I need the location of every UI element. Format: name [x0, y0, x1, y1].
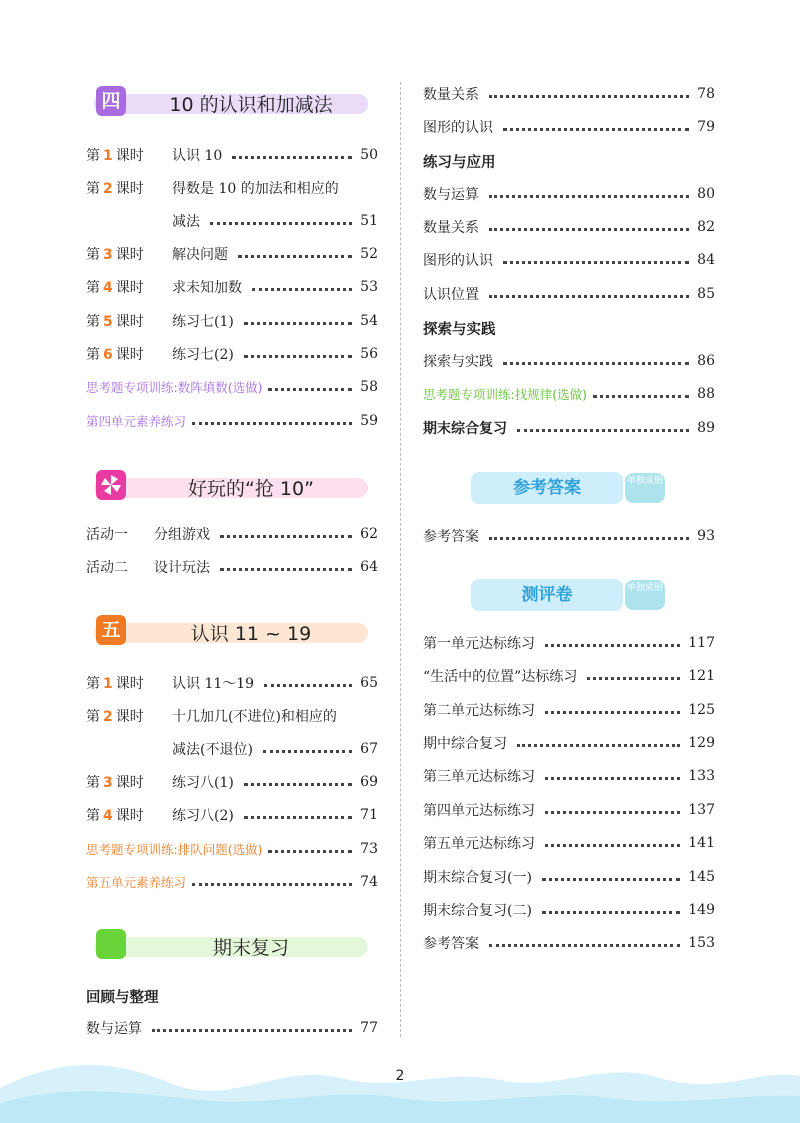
- leader-dots: [545, 711, 680, 714]
- toc-row[interactable]: [423, 416, 715, 440]
- leader-dots: [220, 568, 352, 571]
- activity-label: 活动二: [86, 560, 128, 576]
- item-title: “生活中的位置”达标练习: [423, 669, 578, 685]
- leader-dots: [238, 255, 352, 258]
- leader-dots: [503, 128, 689, 131]
- review-header: [86, 927, 368, 967]
- page-number: 2: [395, 1068, 405, 1084]
- toc-row[interactable]: [423, 798, 715, 822]
- leader-dots: [542, 878, 680, 881]
- toc-row-special[interactable]: [86, 837, 378, 861]
- item-title: 数与运算: [86, 1021, 142, 1037]
- tests-heading: [471, 579, 667, 611]
- activity-header: [86, 468, 368, 508]
- tests-tag: 单独成册: [625, 580, 665, 610]
- tests-pill: 测评卷: [471, 579, 623, 611]
- page-ref: 51: [360, 213, 378, 229]
- leader-dots: [489, 195, 689, 198]
- leader-dots: [593, 395, 689, 398]
- leader-dots: [545, 644, 680, 647]
- activity-title: 好玩的“抢 10”: [188, 478, 314, 500]
- page-ref: 85: [697, 286, 715, 302]
- page-ref: 80: [697, 186, 715, 202]
- item-title: 参考答案: [423, 529, 479, 545]
- unit4-header: [86, 84, 368, 124]
- toc-row[interactable]: [423, 764, 715, 788]
- item-title: 第二单元达标练习: [423, 703, 535, 719]
- item-title: 第五单元达标练习: [423, 836, 535, 852]
- page-ref: 64: [360, 559, 378, 575]
- unit5-badge: 五: [96, 615, 126, 645]
- page-ref: 56: [360, 346, 378, 362]
- toc-row[interactable]: [423, 698, 715, 722]
- leader-dots: [489, 295, 689, 298]
- explore-subhead: 探索与实践: [423, 322, 496, 338]
- leader-dots: [252, 288, 352, 291]
- lesson-title-cont: 减法(不退位): [172, 742, 253, 758]
- toc-row[interactable]: [423, 349, 715, 373]
- toc-row-special[interactable]: [423, 382, 715, 406]
- leader-dots: [489, 228, 689, 231]
- toc-row[interactable]: [423, 524, 715, 548]
- page-ref: 153: [688, 935, 715, 951]
- activity-label: 活动一: [86, 527, 128, 543]
- page-ref: 121: [688, 668, 715, 684]
- answers-pill: 参考答案: [471, 472, 623, 504]
- toc-row[interactable]: 第 2 课时 十几加几(不进位)和相应的: [86, 704, 378, 728]
- special-title: 思考题专项训练:排队问题(选做): [86, 842, 263, 857]
- lesson-title: 十几加几(不进位)和相应的: [172, 709, 337, 725]
- page-ref: 67: [360, 741, 378, 757]
- item-title: 图形的认识: [423, 120, 493, 136]
- lesson-title: 求未知加数: [172, 280, 242, 296]
- toc-row[interactable]: [423, 248, 715, 272]
- activity-item-title: 分组游戏: [154, 527, 210, 543]
- leader-dots: [268, 850, 352, 853]
- toc-row[interactable]: [423, 898, 715, 922]
- leader-dots: [545, 777, 680, 780]
- page-ref: 71: [360, 807, 378, 823]
- toc-row[interactable]: [86, 522, 378, 546]
- page-ref: 141: [688, 835, 715, 851]
- page-ref: 149: [688, 902, 715, 918]
- toc-row-special[interactable]: [86, 870, 378, 894]
- page-ref: 137: [688, 802, 715, 818]
- toc-row[interactable]: 第 1 课时 认识 11～19 65: [86, 675, 378, 692]
- item-title: 期末综合复习(一): [423, 870, 532, 886]
- special-title: 思考题专项训练:数阵填数(选做): [86, 380, 263, 395]
- special-title: 第五单元素养练习: [86, 875, 187, 890]
- page-ref: 69: [360, 774, 378, 790]
- toc-row[interactable]: 第 3 课时 练习八(1) 69: [86, 774, 378, 791]
- leader-dots: [503, 362, 689, 365]
- toc-row-continued[interactable]: [86, 209, 378, 233]
- toc-row[interactable]: 第 4 课时 练习八(2) 71: [86, 807, 378, 824]
- item-title: 期末综合复习(二): [423, 903, 532, 919]
- toc-row[interactable]: 第 3 课时 解决问题 52: [86, 246, 378, 263]
- item-title: 参考答案: [423, 936, 479, 952]
- page-ref: 86: [697, 353, 715, 369]
- unit4-title: 10 的认识和加减法: [169, 94, 333, 116]
- toc-row[interactable]: [423, 831, 715, 855]
- page-ref: 145: [688, 869, 715, 885]
- toc-row[interactable]: [423, 931, 715, 955]
- toc-row[interactable]: [423, 664, 715, 688]
- leader-dots: [542, 911, 680, 914]
- leader-dots: [210, 222, 352, 225]
- leader-dots: [244, 816, 352, 819]
- lesson-title: 解决问题: [172, 247, 228, 263]
- page-ref: 77: [360, 1020, 378, 1036]
- leader-dots: [517, 744, 680, 747]
- page-ref: 129: [688, 735, 715, 751]
- special-title: 第四单元素养练习: [86, 414, 187, 429]
- final-title: 期末综合复习: [423, 421, 507, 437]
- item-title: 第三单元达标练习: [423, 769, 535, 785]
- leader-dots: [545, 844, 680, 847]
- page-ref: 62: [360, 526, 378, 542]
- leader-dots: [489, 537, 689, 540]
- page-ref: 52: [360, 246, 378, 262]
- review-badge: [96, 929, 126, 959]
- item-title: 认识位置: [423, 287, 479, 303]
- leader-dots: [220, 535, 352, 538]
- leader-dots: [244, 783, 352, 786]
- review-subhead: 回顾与整理: [86, 990, 159, 1006]
- answers-heading: [471, 472, 667, 504]
- lesson-title: 得数是 10 的加法和相应的: [172, 181, 339, 197]
- page-ref: 50: [360, 147, 378, 163]
- toc-row[interactable]: [423, 865, 715, 889]
- toc-row[interactable]: 第 5 课时 练习七(1) 54: [86, 313, 378, 330]
- toc-row[interactable]: [423, 215, 715, 239]
- column-divider: [400, 82, 401, 1037]
- leader-dots: [232, 156, 352, 159]
- leader-dots: [489, 95, 689, 98]
- lesson-title: 认识 11～19: [172, 676, 255, 692]
- toc-row[interactable]: [423, 282, 715, 306]
- review-title: 期末复习: [212, 937, 289, 959]
- leader-dots: [152, 1029, 352, 1032]
- toc-row[interactable]: 第 2 课时 得数是 10 的加法和相应的: [86, 176, 378, 200]
- page-ref: 89: [697, 420, 715, 436]
- toc-row-special[interactable]: [86, 409, 378, 433]
- lesson-title: 练习八(1): [172, 775, 234, 791]
- leader-dots: [268, 388, 352, 391]
- page-ref: 53: [360, 279, 378, 295]
- toc-row[interactable]: [423, 182, 715, 206]
- practice-subhead: 练习与应用: [423, 155, 496, 171]
- page-ref: 125: [688, 702, 715, 718]
- page-ref: 82: [697, 219, 715, 235]
- page-ref: 58: [360, 379, 378, 395]
- page-ref: 79: [697, 119, 715, 135]
- page-ref: 133: [688, 768, 715, 784]
- page-ref: 74: [360, 874, 378, 890]
- special-title: 思考题专项训练:找规律(选做): [423, 387, 587, 402]
- toc-row-special[interactable]: [86, 375, 378, 399]
- lesson-title: 认识 10: [172, 148, 223, 164]
- answers-tag: 单独成册: [625, 473, 665, 503]
- leader-dots: [517, 429, 689, 432]
- page-ref: 78: [697, 86, 715, 102]
- leader-dots: [192, 883, 352, 886]
- page-ref: 73: [360, 841, 378, 857]
- leader-dots: [503, 261, 689, 264]
- page-ref: 54: [360, 313, 378, 329]
- leader-dots: [587, 677, 680, 680]
- lesson-title: 练习七(1): [172, 314, 234, 330]
- toc-row[interactable]: 第 4 课时 求未知加数 53: [86, 279, 378, 296]
- page-ref: 88: [697, 386, 715, 402]
- item-title: 期中综合复习: [423, 736, 507, 752]
- page-ref: 59: [360, 413, 378, 429]
- toc-row[interactable]: [86, 555, 378, 579]
- toc-row[interactable]: [423, 115, 715, 139]
- leader-dots: [192, 422, 352, 425]
- unit5-title: 认识 11 ~ 19: [190, 623, 312, 645]
- item-title: 探索与实践: [423, 354, 493, 370]
- unit5-header: [86, 613, 368, 653]
- pinwheel-icon: [96, 470, 126, 500]
- toc-row[interactable]: 第 6 课时 练习七(2) 56: [86, 346, 378, 363]
- item-title: 数量关系: [423, 87, 479, 103]
- activity-item-title: 设计玩法: [154, 560, 210, 576]
- wave-decoration: [0, 1048, 800, 1123]
- leader-dots: [489, 944, 680, 947]
- lesson-title: 练习七(2): [172, 347, 234, 363]
- item-title: 第四单元达标练习: [423, 803, 535, 819]
- item-title: 图形的认识: [423, 253, 493, 269]
- item-title: 第一单元达标练习: [423, 636, 535, 652]
- toc-row[interactable]: [423, 731, 715, 755]
- leader-dots: [263, 750, 352, 753]
- item-title: 数与运算: [423, 187, 479, 203]
- leader-dots: [244, 322, 352, 325]
- item-title: 数量关系: [423, 220, 479, 236]
- page-ref: 93: [697, 528, 715, 544]
- toc-row[interactable]: [423, 82, 715, 106]
- unit4-badge: 四: [96, 86, 126, 116]
- toc-row[interactable]: [423, 631, 715, 655]
- leader-dots: [244, 355, 352, 358]
- lesson-title: 练习八(2): [172, 808, 234, 824]
- lesson-title-cont: 减法: [172, 214, 200, 230]
- toc-row[interactable]: 第 1 课时 认识 10 50: [86, 147, 378, 164]
- page-ref: 117: [688, 635, 715, 651]
- page-ref: 84: [697, 252, 715, 268]
- leader-dots: [545, 811, 680, 814]
- toc-row[interactable]: [86, 1016, 378, 1040]
- page-ref: 65: [360, 675, 378, 691]
- leader-dots: [264, 684, 352, 687]
- toc-row-continued[interactable]: [86, 737, 378, 761]
